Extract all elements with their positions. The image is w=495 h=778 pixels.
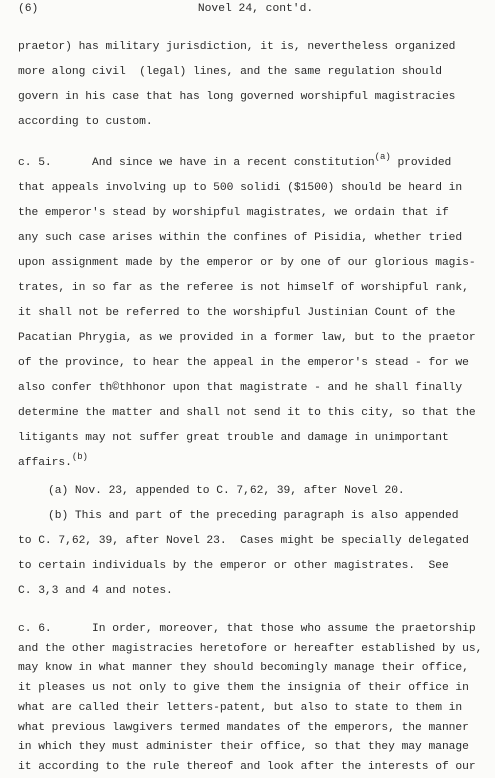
text-segment: provided	[390, 157, 452, 169]
text-line: upon assignment made by the emperor or by one of our glorious magis-	[18, 257, 476, 269]
text-segment: affairs.	[18, 457, 72, 469]
text-line: to C. 7,62, 39, after Novel 23. Cases might be specially delegated	[18, 535, 469, 547]
text-line: C. 3,3 and 4 and notes.	[18, 585, 173, 597]
text-line: determine the matter and shall not send it to this city, so that the	[18, 407, 476, 419]
text-line: what are called their letters-patent, but also to state to them in	[18, 702, 463, 714]
text-line: what previous lawgivers termed mandates of the emperors, the manner	[18, 722, 469, 734]
text-line: more along civil (legal) lines, and the same regulation should	[18, 66, 442, 78]
text-line: trates, in so far as the referee is not himself of worshipful rank,	[18, 282, 469, 294]
text-segment: c. 5. And since we have in a recent constitution	[18, 157, 375, 169]
page-header	[18, 3, 481, 19]
text-line: it pleases us not only to give them the insignia of their office in	[18, 682, 469, 694]
text-line	[18, 152, 452, 170]
text-line: govern in his case that has long governed worshipful magistracies	[18, 91, 456, 103]
text-line: litigants may not suffer great trouble and damage in unimportant	[18, 432, 449, 444]
text-line: c. 6. In order, moreover, that those who assume the praetorship	[18, 623, 476, 635]
text-line: it shall not be referred to the worshipful Justinian Count of the	[18, 307, 456, 319]
page-number: (6)	[18, 3, 39, 15]
text-line: and the other magistracies heretofore or hereafter established by us,	[18, 643, 483, 655]
text-line	[18, 452, 88, 470]
text-line: it according to the rule thereof and look after the interests of our	[18, 761, 476, 773]
footnote-a: (a) Nov. 23, appended to C. 7,62, 39, after Novel 20.	[48, 485, 405, 497]
text-line: also confer th©thhonor upon that magistrate - and he shall finally	[18, 382, 463, 394]
text-line: in which they must administer their office, so that they may manage	[18, 741, 469, 753]
text-line: may know in what manner they should becomingly manage their office,	[18, 662, 469, 674]
footnote-marker-b: (b)	[71, 452, 88, 462]
text-line: praetor) has military jurisdiction, it is, nevertheless organized	[18, 41, 456, 53]
text-line: Pacatian Phrygia, as we provided in a former law, but to the praetor	[18, 332, 476, 344]
text-line: to certain individuals by the emperor or other magistrates. See	[18, 560, 449, 572]
running-title: Novel 24, cont'd.	[197, 3, 314, 15]
footnote-marker-a: (a)	[374, 152, 391, 162]
text-line: the emperor's stead by worshipful magistrates, we ordain that if	[18, 207, 449, 219]
text-line: of the province, to hear the appeal in the emperor's stead - for we	[18, 357, 469, 369]
text-line: any such case arises within the confines of Pisidia, whether tried	[18, 232, 463, 244]
text-line: according to custom.	[18, 116, 153, 128]
text-line: that appeals involving up to 500 solidi ($1500) should be heard in	[18, 182, 463, 194]
footnote-b: (b) This and part of the preceding paragraph is also appended	[48, 510, 459, 522]
